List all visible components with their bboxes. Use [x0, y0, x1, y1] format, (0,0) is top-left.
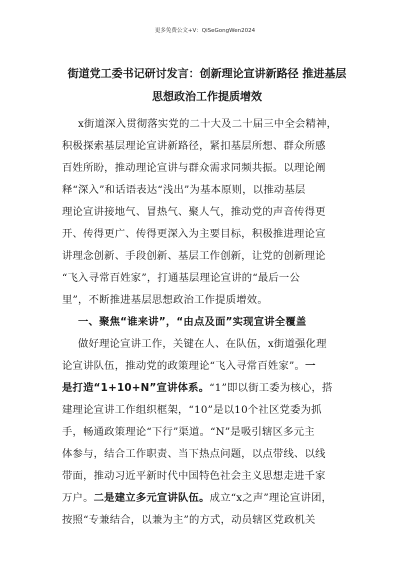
paragraph-2-line: 带面，推动习近平新时代中国特色社会主义思想走进千家 [62, 470, 326, 482]
paragraph-2-line: 按照“专兼结合，以兼为主”的方式，动员辖区党政机关 [62, 514, 316, 526]
document-title-line-1: 街道党工委书记研讨发言：创新理论宣讲新路径 推进基层 [67, 67, 347, 80]
paragraph-2-text: “1”即以街工委为核心，搭 [209, 382, 333, 394]
paragraph-2-text: 成立“x之声”理论宣讲团， [209, 492, 333, 504]
paragraph-2-bold-text: 是打造“1+10+N”宣讲体系。 [62, 382, 210, 394]
paragraph-1-line: x街道深入贯彻落实党的二十大及二十届三中全会精神， [78, 118, 338, 130]
paragraph-1-line: 讲理念创新、手段创新、基层工作创新，让党的创新理论 [62, 250, 326, 262]
paragraph-2-line [62, 359, 351, 373]
paragraph-2-line [62, 381, 351, 395]
paragraph-1-line: “飞入寻常百姓家”，打通基层理论宣讲的“最后一公 [62, 272, 301, 284]
document-title-line-2: 思想政治工作提质增效 [152, 90, 262, 103]
paragraph-2-text: 万户。 [62, 492, 94, 504]
paragraph-1-line: 理论宣讲接地气、冒热气、聚人气，推动党的声音传得更 [62, 206, 326, 218]
paragraph-1-line: 百姓所盼，推动理论宣讲与群众需求同频共振。以理论阐 [62, 162, 326, 174]
paragraph-2-line: 体参与，结合工作职责、当下热点问题，以点带线、以线 [62, 448, 326, 460]
paragraph-1-line: 里”，不断推进基层思想政治工作提质增效。 [62, 294, 268, 306]
paragraph-2-line: 手，畅通政策理论“下行”渠道。“N”是吸引辖区多元主 [62, 426, 315, 438]
paragraph-2-text: 论宣讲队伍，推动党的政策理论“飞入寻常百姓家”。 [62, 360, 306, 372]
paragraph-1-line: 释“深入”和话语表达“浅出”为基本原则，以推动基层 [62, 184, 306, 196]
paragraph-2-bold-text: 一 [305, 360, 316, 372]
paragraph-2-line: 做好理论宣讲工作，关键在人、在队伍，x街道强化理 [78, 338, 327, 350]
page-header: 更多免费公文+V：QiSeGongWen2024 [154, 28, 256, 34]
paragraph-2-bold-text: 二是建立多元宣讲队伍。 [93, 492, 210, 504]
paragraph-2-line [62, 491, 351, 505]
paragraph-1-line: 积极探索基层理论宣讲新路径，紧扣基层所想、群众所感 [62, 140, 326, 152]
section-1-heading: 一、聚焦“谁来讲”，“由点及面”实现宣讲全覆盖 [78, 316, 307, 328]
paragraph-2-line: 建理论宣讲工作组织框架，“10”是以10个社区党委为抓 [62, 404, 322, 416]
paragraph-1-line: 开、传得更广、传得更深入为主要目标，积极推进理论宣 [62, 228, 326, 240]
